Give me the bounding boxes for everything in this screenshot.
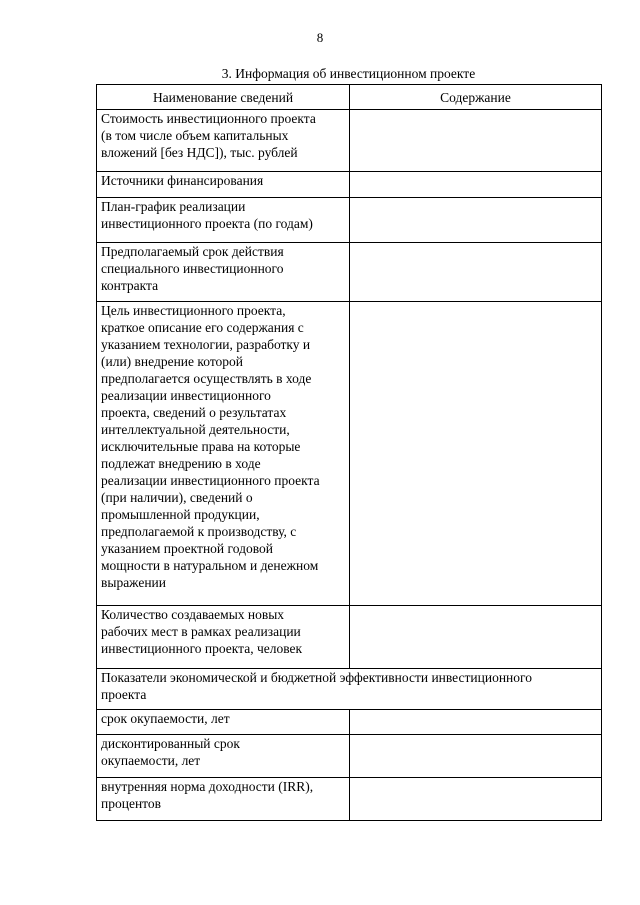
table-row [97, 669, 602, 710]
row-label-indicators: Показатели экономической и бюджетной эффективности инвестиционного проекта [97, 669, 602, 710]
table-row [97, 243, 602, 302]
row-value-discounted-payback[interactable] [350, 735, 602, 778]
investment-info-table [96, 84, 602, 821]
table-row [97, 710, 602, 735]
row-label-jobs: Количество создаваемых новых рабочих мест в рамках реализации инвестиционного проекта, человек [97, 606, 350, 669]
row-label-payback: срок окупаемости, лет [97, 710, 350, 735]
row-label-term: Предполагаемый срок действия специального инвестиционного контракта [97, 243, 350, 302]
header-content: Содержание [350, 85, 602, 110]
row-label-discounted-payback: дисконтированный срок окупаемости, лет [97, 735, 350, 778]
header-name: Наименование сведений [97, 85, 350, 110]
row-label-irr: внутренняя норма доходности (IRR), процентов [97, 778, 350, 821]
row-value-plan[interactable] [350, 198, 602, 243]
page-number: 8 [316, 30, 324, 45]
table-row [97, 778, 602, 821]
row-value-cost[interactable] [350, 110, 602, 172]
row-value-goal[interactable] [350, 302, 602, 606]
table-row [97, 198, 602, 243]
table-row [97, 172, 602, 198]
row-label-sources: Источники финансирования [97, 172, 350, 198]
row-label-cost: Стоимость инвестиционного проекта (в том числе объем капитальных вложений [без НДС]), тыс. рублей [97, 110, 350, 172]
table-row [97, 302, 602, 606]
row-value-term[interactable] [350, 243, 602, 302]
table-row [97, 735, 602, 778]
row-value-jobs[interactable] [350, 606, 602, 669]
row-value-payback[interactable] [350, 710, 602, 735]
row-value-irr[interactable] [350, 778, 602, 821]
row-value-sources[interactable] [350, 172, 602, 198]
table-header-row [97, 85, 602, 110]
table-row [97, 606, 602, 669]
table-row [97, 110, 602, 172]
row-label-plan: План-график реализации инвестиционного проекта (по годам) [97, 198, 350, 243]
row-label-goal: Цель инвестиционного проекта, краткое описание его содержания с указанием технологии, разработку и (или) внедрение которой предполагается осуществлять в ходе реализации инвестиционного проекта, сведений о результатах интеллектуальной деятельности, исключительные права на которые подлежат внедрению в ходе реализации инвестиционного проекта (при наличии), сведений о промышленной продукции, предполагаемой к производству, с указанием проектной годовой мощности в натуральном и денежном выражении [97, 302, 350, 606]
section-title: 3. Информация об инвестиционном проекте [221, 66, 476, 81]
